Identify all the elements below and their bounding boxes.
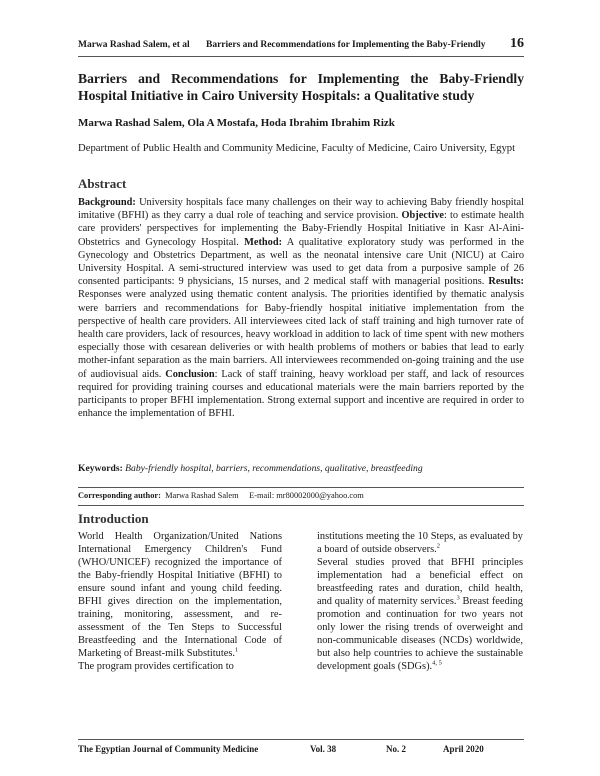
objective-text: : to estimate health care providers' perspectives for implementing the Baby-Friendly Hospital Initiative in Kasr Al-Aini- Obstetrics and Gynecology Hospital. bbox=[78, 210, 525, 248]
conclusion-label: Conclusion bbox=[165, 368, 215, 380]
intro-paragraph: The program provides certification to bbox=[78, 660, 234, 672]
page-number: 16 bbox=[510, 36, 524, 51]
intro-paragraph bbox=[317, 531, 523, 557]
article-title: Barriers and Recommendations for Implementing the Baby-Friendly Hospital Initiative in Cairo University Hospitals: a Qualitative study bbox=[78, 71, 524, 103]
intro-paragraph bbox=[317, 557, 523, 674]
intro-right-p2a: Several studies proved that BFHI principles implementation had a beneficial effect on breastfeeding rates and duration, child health, and quality of maternity services. bbox=[317, 556, 523, 607]
citation-ref: 3 bbox=[456, 594, 460, 602]
conclusion-text: : Lack of staff training, heavy workload per staff, and lack of resources required for providing training courses and educational materials were the main barriers reported by the participants to proper BFHI implementation. Strong external support and incentive are required in order to enhance the implementation of BFHI. bbox=[78, 368, 524, 420]
results-text: Responses were analyzed using thematic content analysis. The priorities identified by thematic analysis were barriers and recommendations for Baby-friendly hospital initiative implementation from the perspective of health care providers. All interviewees cited lack of staff training and high turnover rate of health care providers, lack of resources, heavy workload in addition to lack of time spent with new mothers especially those with cesarean deliveries or with health problems of mothers or babies that lead to early mother-infant separation as the main barriers. All interviewees recommended on-going training and the use of audiovisual aids. bbox=[78, 289, 524, 380]
corresponding-rule bbox=[78, 505, 524, 506]
keywords-rule bbox=[78, 487, 524, 488]
keywords-text: Baby-friendly hospital, barriers, recommendations, qualitative, breastfeeding bbox=[125, 463, 423, 474]
keywords bbox=[78, 463, 524, 474]
objective-label: Objective bbox=[401, 210, 444, 222]
header-running-title: Barriers and Recommendations for Implementing the Baby-Friendly bbox=[206, 40, 486, 50]
method-text: A qualitative exploratory study was performed in the Gynecology and Obstetrics Department, as well as the neonatal intensive care Unit (NICU) at Cairo University Hospital. A semi-structured interview was used to get data from a purposive sample of 26 consented participants: 9 physicians, 15 nurses, and 2 medical staff with managerial positions. bbox=[78, 236, 524, 288]
abstract-body bbox=[78, 196, 524, 420]
citation-ref: 1 bbox=[235, 646, 239, 654]
article-authors: Marwa Rashad Salem, Ola A Mostafa, Hoda Ibrahim Ibrahim Rizk bbox=[78, 117, 395, 129]
corresponding-author bbox=[78, 491, 524, 500]
header-author: Marwa Rashad Salem, et al bbox=[78, 40, 190, 50]
running-header bbox=[78, 36, 524, 56]
citation-ref: 2 bbox=[436, 542, 440, 550]
intro-paragraph bbox=[78, 531, 282, 661]
method-label: Method: bbox=[244, 236, 283, 248]
corresponding-name: Marwa Rashad Salem bbox=[165, 491, 239, 500]
corresponding-label: Corresponding author: bbox=[78, 491, 161, 500]
intro-left-p1: World Health Organization/United Nations International Emergency Children's Fund (WHO/UNICEF) recognized the importance of the Baby-friendly Hospital Initiative (BFHI) to ensure sound infant and young child feeding. BFHI gives direction on the implementation, training, monitoring, assessment, and re-assessment of the Ten Steps to Successful Breastfeeding and the International Code of Marketing of Breast-milk Substitutes. bbox=[78, 531, 282, 659]
corresponding-email: E-mail: mr80002000@yahoo.com bbox=[249, 491, 364, 500]
header-rule bbox=[78, 56, 524, 57]
results-label: Results: bbox=[488, 276, 524, 288]
introduction-heading: Introduction bbox=[78, 511, 149, 526]
footer-volume: Vol. 38 bbox=[310, 744, 337, 754]
citation-ref: 4, 5 bbox=[432, 659, 442, 667]
article-affiliation: Department of Public Health and Community Medicine, Faculty of Medicine, Cairo University, Egypt bbox=[78, 142, 516, 154]
footer-journal: The Egyptian Journal of Community Medicine bbox=[78, 744, 259, 754]
intro-right-p1: institutions meeting the 10 Steps, as evaluated by a board of outside observers. bbox=[317, 531, 523, 555]
footer-date: April 2020 bbox=[443, 744, 484, 754]
intro-right-column bbox=[317, 531, 523, 673]
intro-left-column bbox=[78, 531, 282, 673]
keywords-label: Keywords: bbox=[78, 463, 123, 474]
intro-right-p2b: Breast feeding promotion and continuation for two years not only lower the rising trends of overweight and non-communicable diseases (NCDs) worldwide, but also help countries to achieve the sustainable development goals (SDGs). bbox=[317, 595, 523, 672]
footer-rule bbox=[78, 739, 524, 740]
background-text: University hospitals face many challenges on their way to achieving Baby friendly hospital imitative (BFHI) as they carry a dual role of teaching and service provision. bbox=[78, 197, 524, 222]
abstract-heading: Abstract bbox=[78, 176, 127, 191]
footer-issue: No. 2 bbox=[386, 744, 406, 754]
background-label: Background: bbox=[78, 197, 136, 208]
